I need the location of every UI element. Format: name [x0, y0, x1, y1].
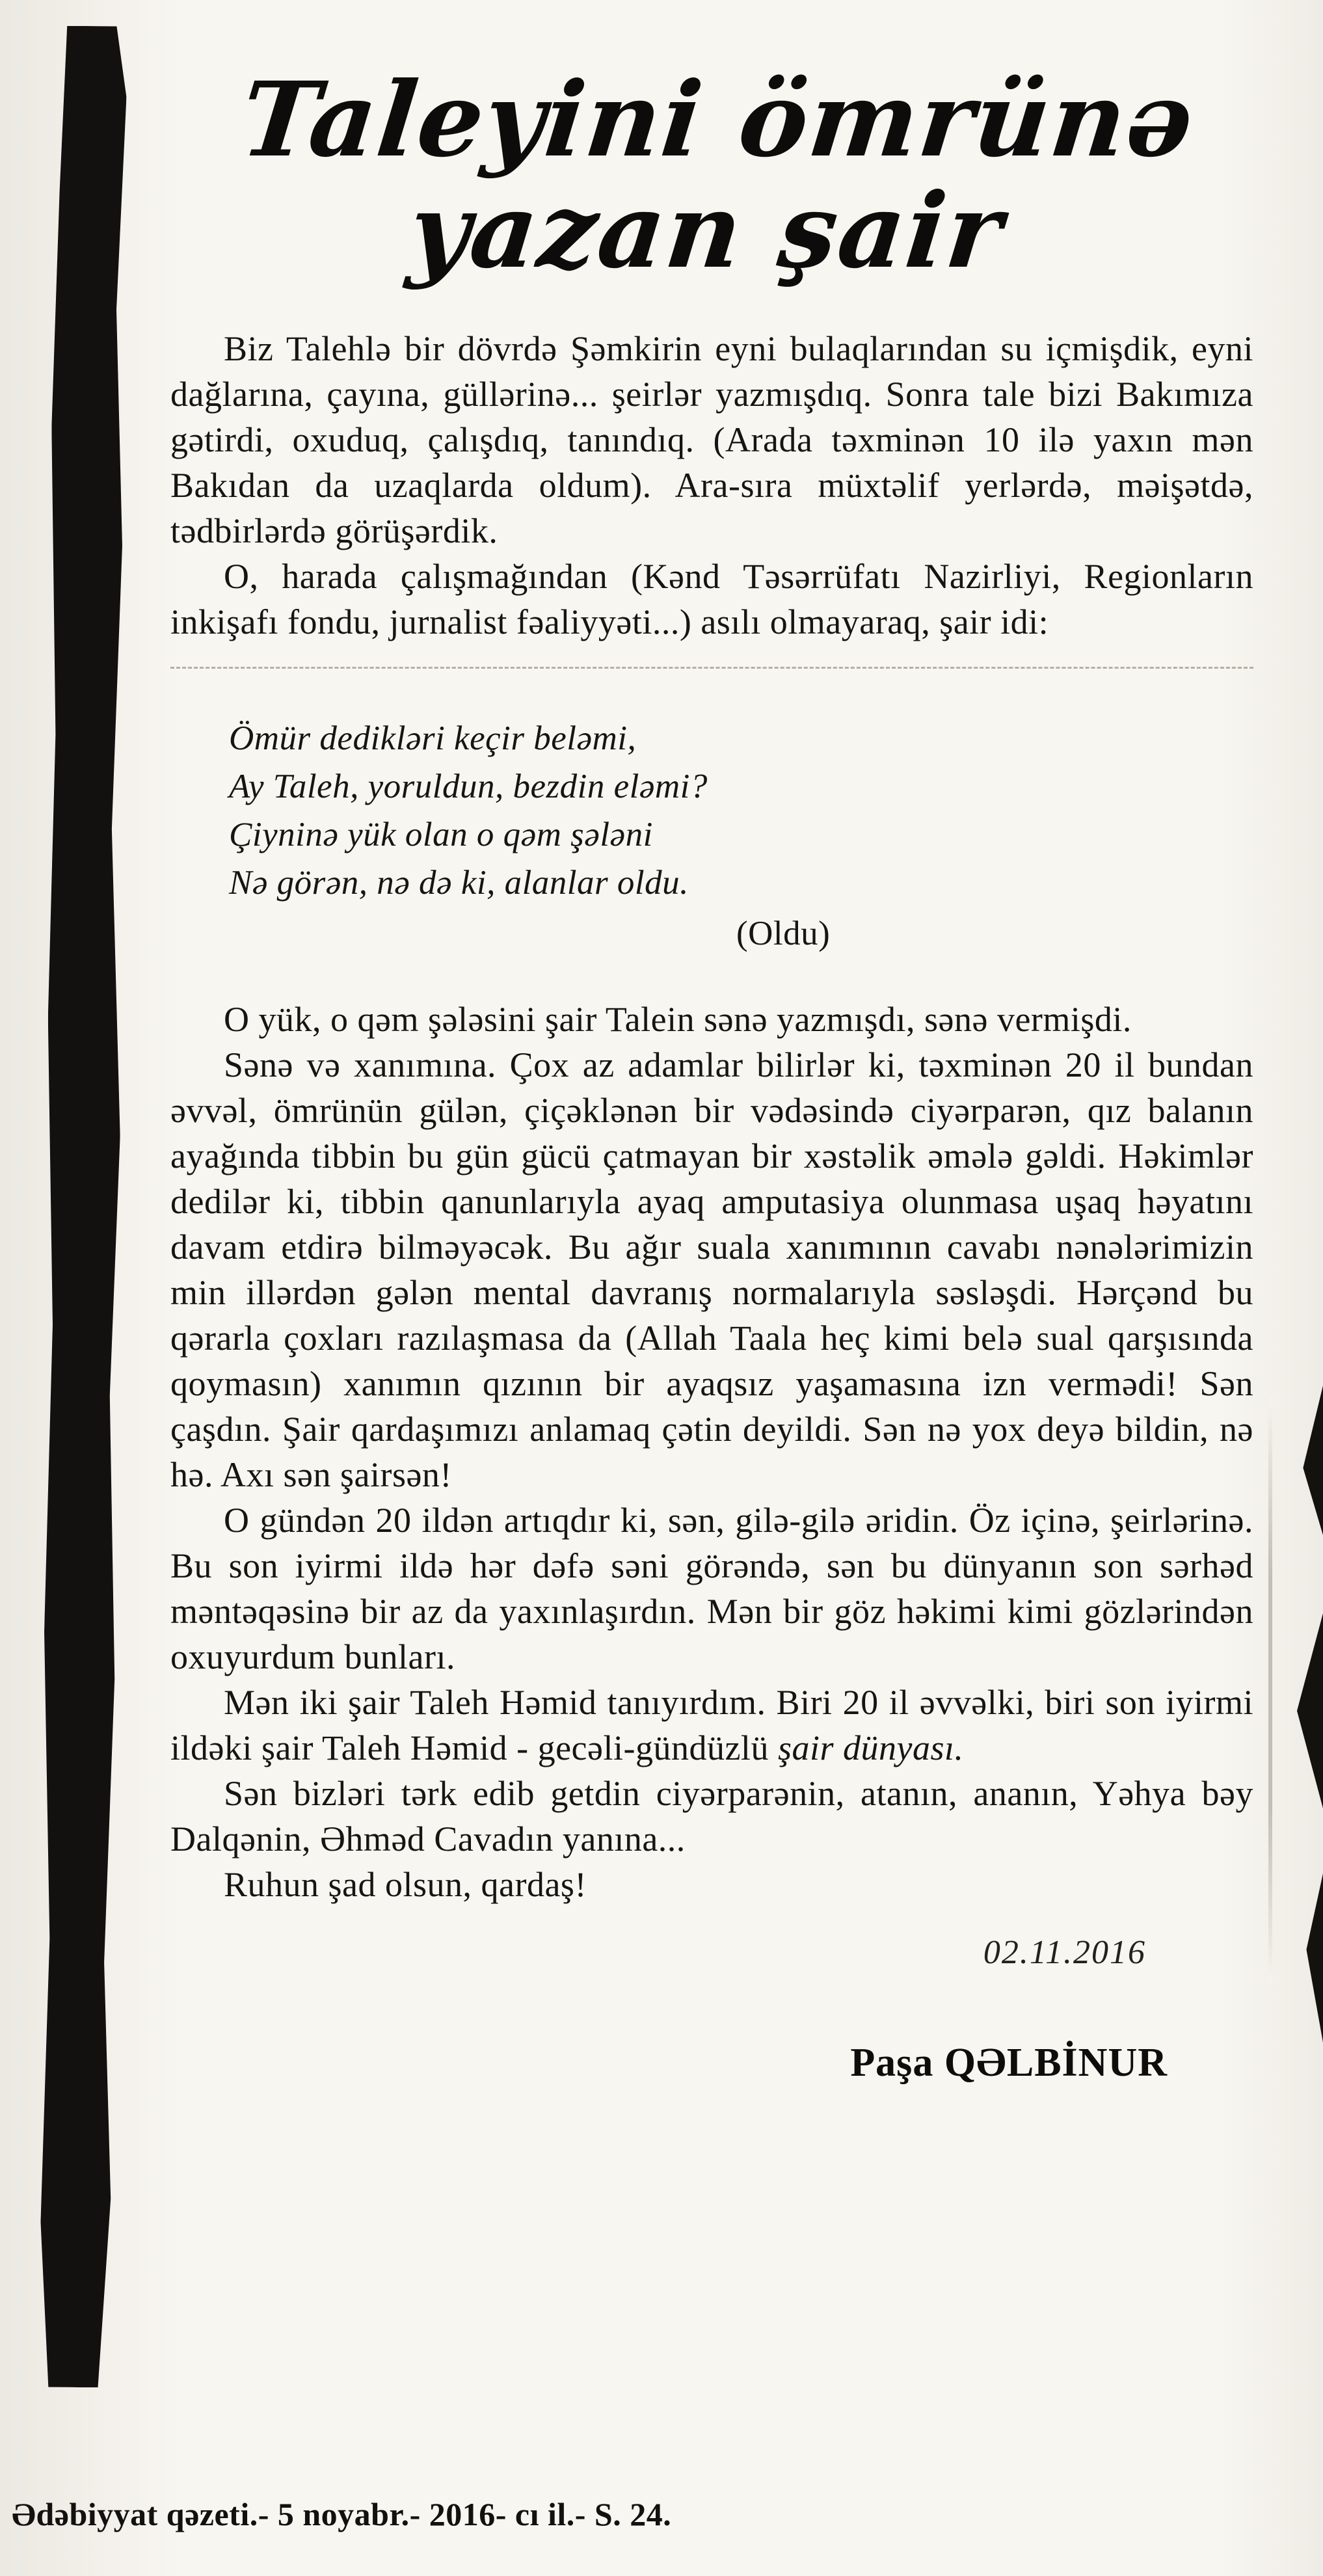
paragraph-text: Mən iki şair Taleh Həmid tanıyırdım. Biri 20 il əvvəlki, biri son iyirmi ildəki şair Taleh Həmid - gecəli-gündüzlü — [170, 1683, 1253, 1768]
article-paragraph: Ruhun şad olsun, qardaş! — [224, 1865, 587, 1905]
scan-artifact-right-streak — [1268, 1399, 1272, 1984]
article-body — [170, 326, 1253, 1907]
article-content — [170, 46, 1253, 2086]
article-paragraph: O gündən 20 ildən artıqdır ki, sən, gilə-gilə əridin. Öz içinə, şeirlərinə. Bu son iyirmi ildə hər dəfə səni görəndə, sən bu dünyanın son sərhəd məntəqəsinə bir az da yaxınlaşırdın. Mən bir göz həkimi kimi gözlərindən oxuyurdum bunları. — [170, 1501, 1253, 1677]
scan-artifact-right-mark — [1301, 1386, 1323, 1535]
scan-artifact-right-mark — [1297, 1613, 1323, 1808]
page-title-line-1: Taleyini ömrünə — [235, 60, 1200, 180]
poem-line: Nə görən, nə də ki, alanlar oldu. — [229, 864, 689, 902]
article-paragraph: Sən bizləri tərk edib getdin ciyərparənin, atanın, ananın, Yəhya bəy Dalqənin, Əhməd Cavadın yanına... — [170, 1774, 1253, 1859]
paragraph-italic-text: şair dünyası. — [777, 1728, 964, 1768]
poem-line: Çiyninə yük olan o qəm şələni — [229, 816, 653, 854]
footer-citation: Ədəbiyyat qəzeti.- 5 noyabr.- 2016- cı il.- S. 24. — [12, 2496, 672, 2532]
article-paragraph: Sənə və xanımına. Çox az adamlar bilirlər ki, təxminən 20 il bundan əvvəl, ömrünün gülən, çiçəklənən bir vədəsində ciyərparən, qız balanın ayağında tibbin bu gün gücü çatmayan bir xəstəlik əmələ gəldi. Həkimlər dedilər ki, tibbin qanunlarıyla ayaq amputasiya olunmasa uşaq həyatını davam etdirə bilməyəcək. Bu ağır suala xanımının cavabı nənələrimizin min illərdən gələn mental davranış normalarıyla səsləşdi. Hərçənd bu qərarla çoxları razılaşmasa da (Allah Taala heç kimi belə sual qarşısında qoymasın) xanımın qızının bir ayaqsız yaşamasına izn vermədi! Sən çaşdın. Şair qardaşımızı anlamaq çətin deyildi. Sən nə yox deyə bildin, nə hə. Axı sən şairsən! — [170, 1045, 1253, 1495]
scan-artifact-left-bar — [40, 26, 127, 2388]
article-paragraph: Biz Talehlə bir dövrdə Şəmkirin eyni bulaqlarından su içmişdik, eyni dağlarına, çayına, güllərinə... şeirlər yazmışdıq. Sonra tale bizi Bakımıza gətirdi, oxuduq, çalışdıq, tanındıq. (Arada təxminən 10 ilə yaxın mən Bakıdan da uzaqlarda oldum). Ara-sıra müxtəlif yerlərdə, məişətdə, tədbirlərdə görüşərdik. — [170, 329, 1253, 551]
article-date: 02.11.2016 — [983, 1934, 1146, 1972]
author-signature: Paşa QƏLBİNUR — [850, 2041, 1168, 2086]
article-paragraph — [170, 1680, 1253, 1771]
page-title — [159, 60, 1265, 291]
poem-block — [229, 714, 1253, 958]
poem-line: Ömür dedikləri keçir beləmi, — [229, 719, 637, 758]
article-paragraph: O yük, o qəm şələsini şair Talein sənə yazmışdı, sənə vermişdi. — [224, 1000, 1132, 1040]
poem-attribution: (Oldu) — [736, 915, 831, 953]
page-title-line-2: yazan şair — [403, 170, 1009, 291]
poem-line: Ay Taleh, yoruldun, bezdin eləmi? — [229, 768, 708, 806]
scan-artifact-right-mark — [1303, 1873, 1323, 2043]
article-paragraph: O, harada çalışmağından (Kənd Təsərrüfatı Nazirliyi, Regionların inkişafı fondu, jurnalist fəaliyyəti...) asılı olmayaraq, şair idi: — [170, 557, 1253, 642]
dashed-separator — [170, 667, 1253, 669]
